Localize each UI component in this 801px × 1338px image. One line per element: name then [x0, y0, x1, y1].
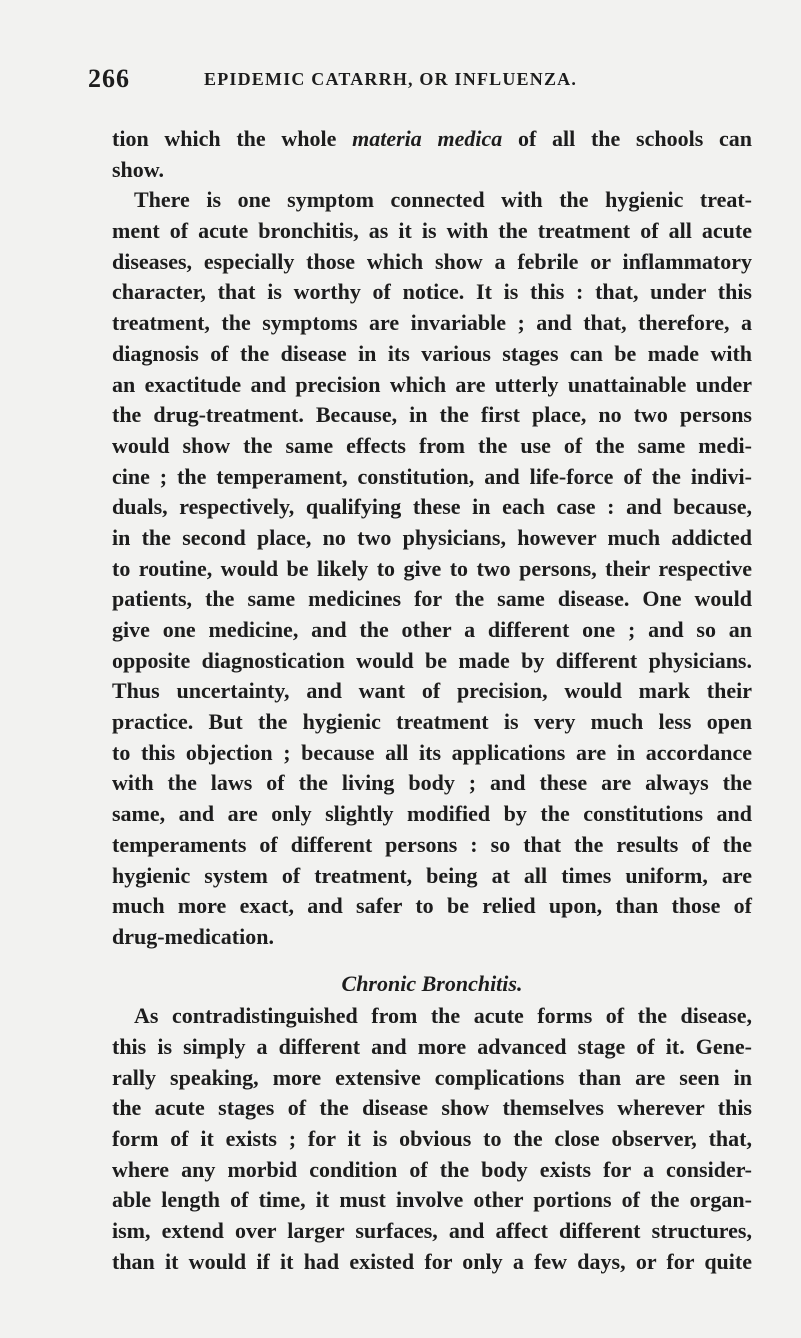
text-line: diagnosis of the disease in its various stages can be made with: [112, 340, 752, 366]
text-line: treatment, the symptoms are invariable ; and that, therefore, a: [112, 310, 752, 336]
text-line: character, that is worthy of notice. It is this : that, under this: [112, 279, 752, 305]
text-line: able length of time, it must involve other portions of the organ-: [112, 1187, 752, 1213]
text-line: this is simply a different and more advanced stage of it. Gene-: [112, 1033, 752, 1059]
text-line: the drug-treatment. Because, in the first place, no two persons: [112, 402, 752, 428]
text-line: an exactitude and precision which are utterly unattainable under: [112, 371, 752, 397]
text-line: patients, the same medicines for the same disease. One would: [112, 586, 752, 612]
body-text: [112, 124, 752, 1277]
text-line: Thus uncertainty, and want of precision, would mark their: [112, 678, 752, 704]
text-line: diseases, especially those which show a febrile or inflammatory: [112, 248, 752, 274]
text-line: opposite diagnostication would be made by different physicians.: [112, 647, 752, 673]
running-head: EPIDEMIC CATARRH, OR INFLUENZA.: [204, 69, 578, 89]
text-line: As contradistinguished from the acute forms of the disease,: [134, 1003, 752, 1029]
text-line: [112, 124, 752, 155]
text-line: practice. But the hygienic treatment is very much less open: [112, 709, 752, 735]
text-line: ism, extend over larger surfaces, and affect different structures,: [112, 1218, 752, 1244]
text-line: the acute stages of the disease show themselves wherever this: [112, 1095, 752, 1121]
paragraph-1: [112, 124, 752, 185]
text-line: to this objection ; because all its applications are in accordance: [112, 739, 752, 765]
text-line: same, and are only slightly modified by the constitutions and: [112, 801, 752, 827]
text-line: duals, respectively, qualifying these in each case : and because,: [112, 494, 752, 520]
text-line: cine ; the temperament, constitution, and life-force of the indivi-: [112, 463, 752, 489]
text-line: would show the same effects from the use of the same medi-: [112, 432, 752, 458]
text-line: rally speaking, more extensive complications than are seen in: [112, 1064, 752, 1090]
text-line: drug-medication.: [112, 923, 274, 949]
paragraph-2: [112, 185, 752, 952]
line-part: tion which the whole: [112, 126, 353, 151]
text-line: to routine, would be likely to give to two persons, their respective: [112, 555, 752, 581]
page-header: [88, 64, 788, 104]
text-line: in the second place, no two physicians, however much addicted: [112, 524, 752, 550]
page-number: 266: [88, 64, 130, 93]
text-line: There is one symptom connected with the hygienic treat-: [134, 187, 752, 213]
paragraph-3: [112, 1001, 752, 1277]
text-line: form of it exists ; for it is obvious to the close observer, that,: [112, 1126, 752, 1151]
text-line: give one medicine, and the other a different one ; and so an: [112, 617, 752, 642]
text-line: temperaments of different persons : so that the results of the: [112, 831, 752, 857]
section-heading: Chronic Bronchitis.: [341, 970, 523, 996]
text-line: with the laws of the living body ; and these are always the: [112, 770, 752, 796]
text-line: ment of acute bronchitis, as it is with the treatment of all acute: [112, 218, 752, 244]
text-line: much more exact, and safer to be relied upon, than those of: [112, 893, 752, 919]
text-line: than it would if it had existed for only a few days, or for quite: [112, 1248, 752, 1274]
text-line: show.: [112, 156, 164, 182]
line-part: of all the schools can: [502, 126, 752, 151]
text-line: where any morbid condition of the body exists for a consider-: [112, 1156, 752, 1182]
text-line: hygienic system of treatment, being at all times uniform, are: [112, 862, 752, 888]
emphasis-materia-medica: materia medica: [352, 126, 503, 151]
